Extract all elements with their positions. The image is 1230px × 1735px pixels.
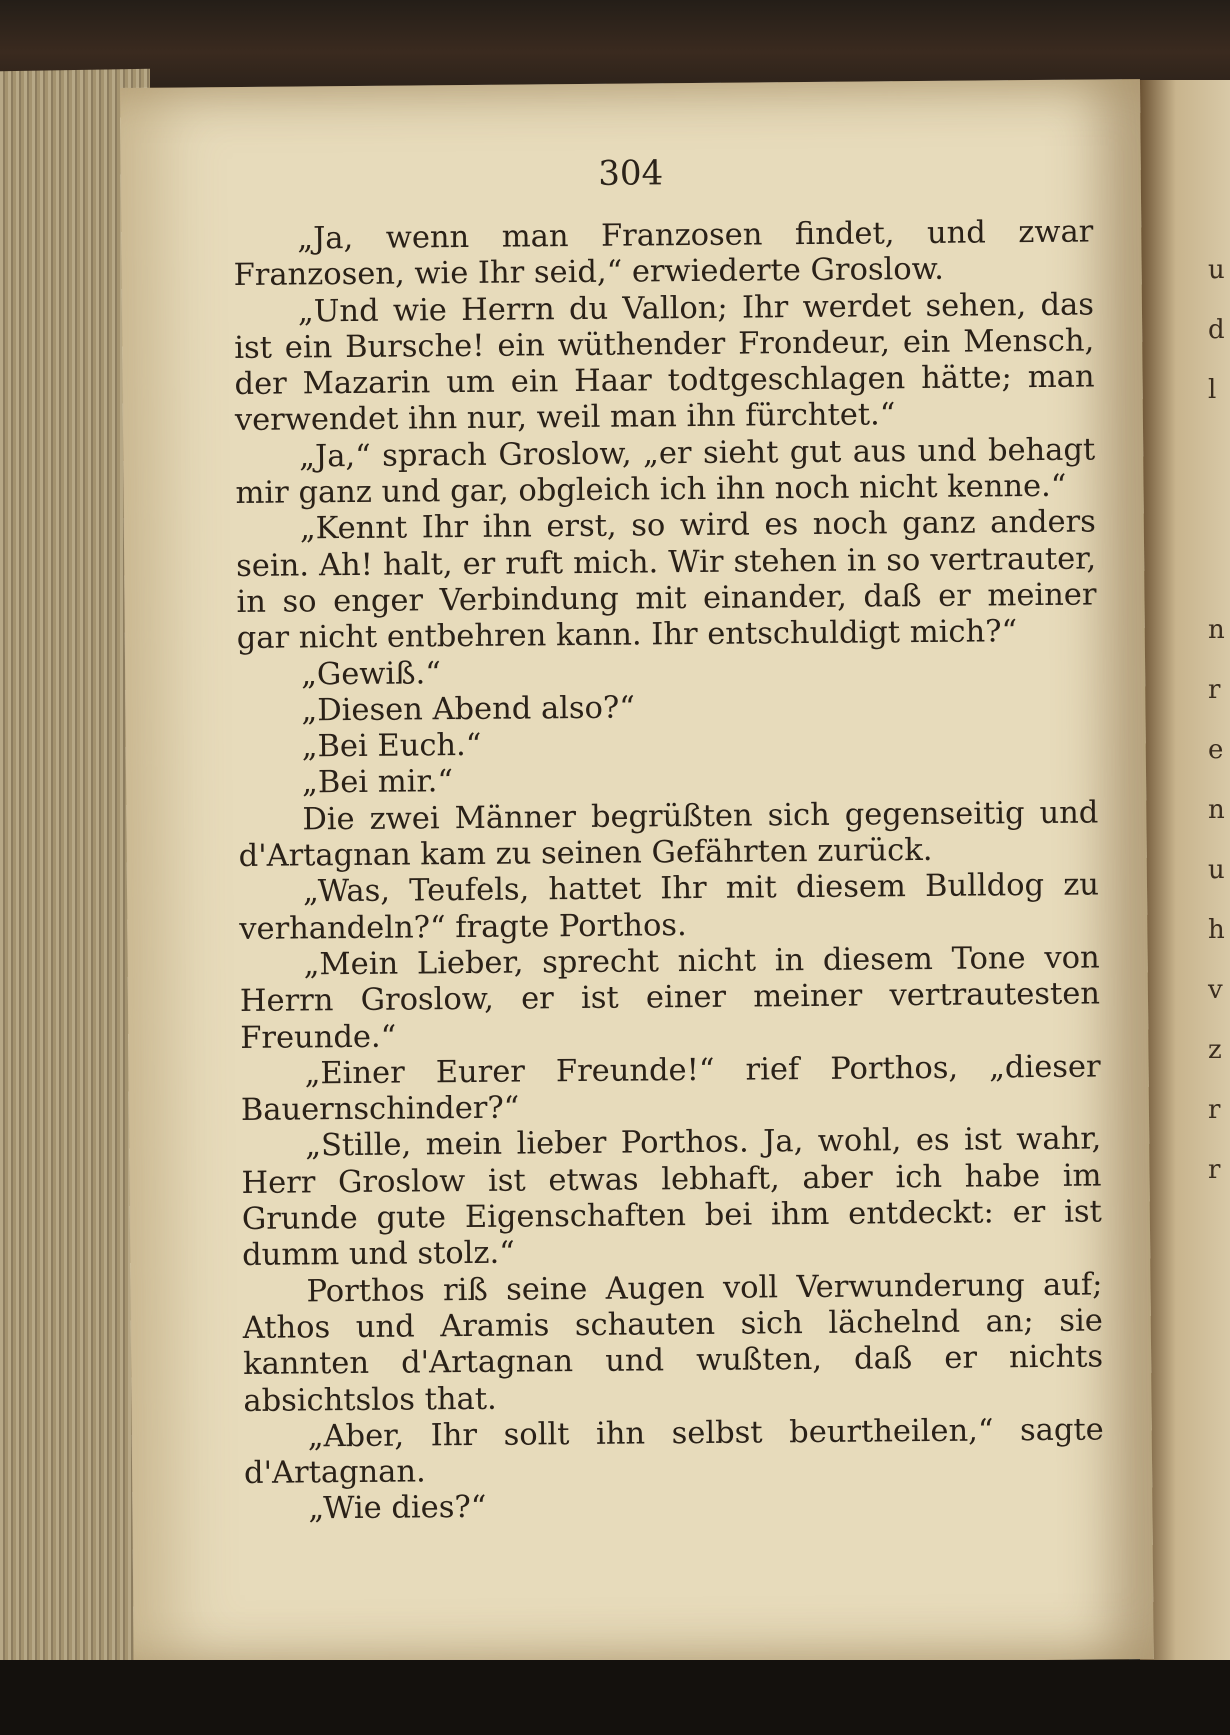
- book-page: [120, 79, 1154, 1668]
- margin-letter: d: [1208, 315, 1225, 345]
- paragraph: „Diesen Abend also?“: [301, 690, 636, 729]
- facing-page-letters: [1208, 240, 1230, 1490]
- page-body-text: [233, 215, 1104, 1529]
- page-number: 304: [598, 153, 664, 194]
- paragraph: „Einer Eurer Freunde!“ rief Porthos, „dieser Bauernschinder?“: [240, 1049, 1101, 1129]
- margin-letter: n: [1208, 795, 1225, 825]
- paragraph: „Ja, wenn man Franzosen findet, und zwar Franzosen, wie Ihr seid,“ erwiederte Groslow.: [233, 214, 1094, 294]
- margin-letter: u: [1208, 855, 1225, 885]
- margin-letter: n: [1208, 615, 1225, 645]
- paragraph: „Mein Lieber, sprecht nicht in diesem Tone von Herrn Groslow, er ist einer meiner vertrautesten Freunde.“: [239, 940, 1101, 1056]
- paragraph: Die zwei Männer begrüßten sich gegenseitig und d'Artagnan kam zu seinen Gefährten zurück.: [238, 795, 1099, 875]
- margin-letter: h: [1208, 915, 1225, 945]
- margin-letter: z: [1208, 1035, 1222, 1065]
- margin-letter: v: [1208, 975, 1223, 1005]
- margin-letter: l: [1208, 375, 1217, 405]
- paragraph: „Und wie Herrn du Vallon; Ihr werdet sehen, das ist ein Bursche! ein wüthender Frondeur, ein Mensch, der Mazarin um ein Haar todtgeschlagen hätte; man verwendet ihn nur, weil man ihn fürchtet.“: [234, 287, 1095, 439]
- paragraph: „Gewiß.“: [300, 655, 442, 693]
- paragraph: „Aber, Ihr sollt ihn selbst beurtheilen,“ sagte d'Artagnan.: [243, 1412, 1104, 1492]
- paragraph: „Kennt Ihr ihn erst, so wird es noch ganz anders sein. Ah! halt, er ruft mich. Wir stehen in so vertrauter, in so enger Verbindung mit einander, daß er meiner gar nicht entbehren kann. Ihr entschuldigt mich?“: [236, 504, 1097, 657]
- paragraph: „Was, Teufels, hattet Ihr mit diesem Bulldog zu verhandeln?“ fragte Porthos.: [239, 867, 1100, 947]
- paragraph: „Bei Euch.“: [301, 728, 482, 765]
- margin-letter: r: [1208, 1155, 1221, 1185]
- margin-letter: r: [1208, 675, 1221, 705]
- margin-letter: r: [1208, 1095, 1221, 1125]
- paragraph: Porthos riß seine Augen voll Verwunderung auf; Athos und Aramis schauten sich lächelnd an; sie kannten d'Artagnan und wußten, daß er nichts absichtslos that.: [242, 1267, 1104, 1419]
- paragraph: „Ja,“ sprach Groslow, „er sieht gut aus und behagt mir ganz und gar, obgleich ich ihn noch nicht kenne.“: [235, 432, 1096, 512]
- paragraph: „Stille, mein lieber Porthos. Ja, wohl, es ist wahr, Herr Groslow ist etwas lebhaft, aber ich habe im Grunde gute Eigenschaften bei ihm entdeckt: er ist dumm und stolz.“: [241, 1121, 1102, 1274]
- facing-page-edge: [1140, 80, 1230, 1680]
- margin-letter: u: [1208, 255, 1225, 285]
- book-bottom-edge: [0, 1660, 1230, 1735]
- paragraph: „Bei mir.“: [301, 764, 454, 801]
- paragraph: „Wie dies?“: [308, 1490, 487, 1527]
- margin-letter: e: [1208, 735, 1224, 765]
